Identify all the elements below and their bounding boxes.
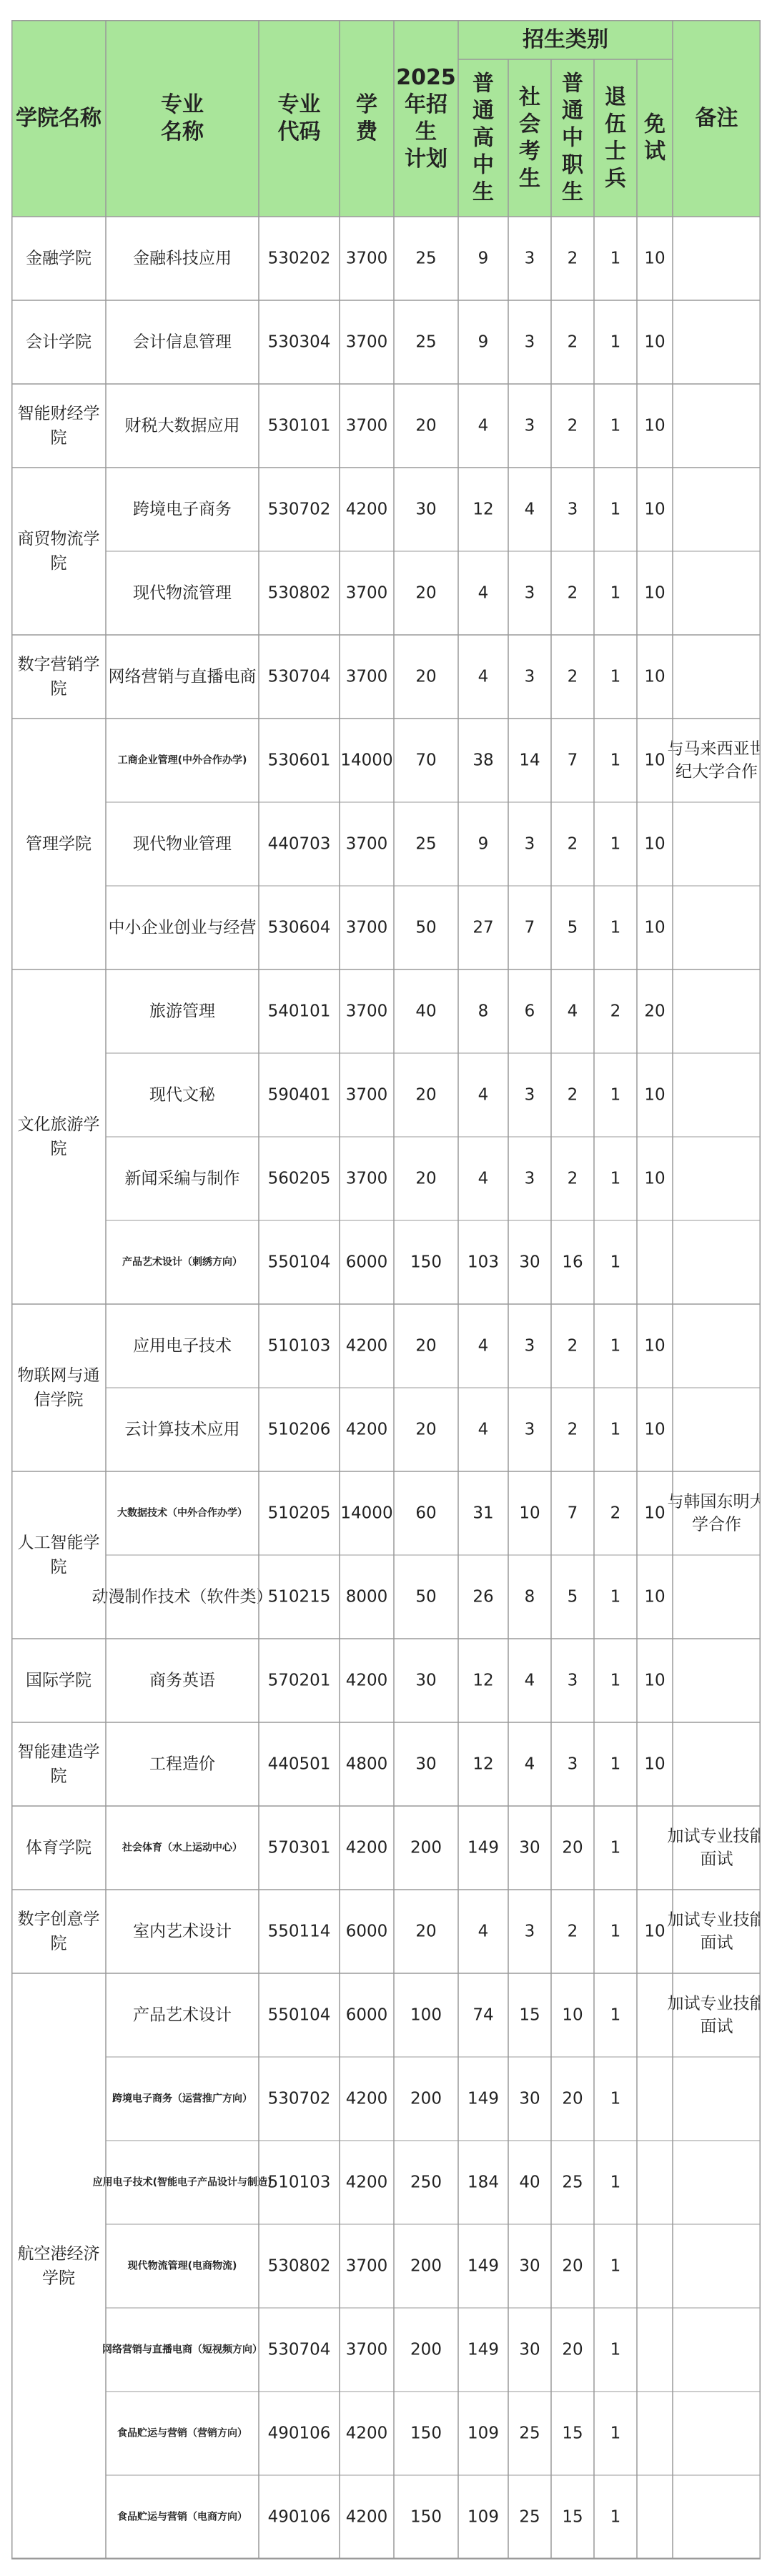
major-name: 应用电子技术(智能电子产品设计与制造) xyxy=(92,2176,272,2188)
general-highschool-count: 4 xyxy=(477,1169,489,1188)
major-code: 530604 xyxy=(267,918,331,937)
exam-exempt-count: 10 xyxy=(644,1755,665,1774)
veteran-count: 1 xyxy=(610,2507,621,2527)
enrollment-plan: 200 xyxy=(410,2256,442,2276)
major-name: 工程造价 xyxy=(149,1755,215,1774)
enrollment-plan: 50 xyxy=(415,918,437,937)
vocational-count: 20 xyxy=(562,2089,583,2108)
veteran-count: 1 xyxy=(610,1922,621,1941)
veteran-count: 1 xyxy=(610,1587,621,1607)
enrollment-plan: 30 xyxy=(415,1671,437,1690)
major-code: 530101 xyxy=(267,416,331,435)
major-code: 510103 xyxy=(267,2173,331,2192)
social-candidate-count: 40 xyxy=(519,2173,540,2192)
general-highschool-count: 9 xyxy=(477,834,489,854)
vocational-count: 25 xyxy=(562,2173,583,2192)
tuition-fee: 4200 xyxy=(345,1420,388,1439)
college-name: 数字创意学院 xyxy=(17,1910,100,1953)
tuition-fee: 4200 xyxy=(345,2424,388,2443)
social-candidate-count: 3 xyxy=(524,249,535,268)
major-code: 550104 xyxy=(267,1253,331,1272)
veteran-count: 1 xyxy=(610,834,621,854)
exam-exempt-count: 10 xyxy=(644,1671,665,1690)
header-category: 招生类别 xyxy=(523,27,608,52)
enrollment-plan: 100 xyxy=(410,2005,442,2025)
major-code: 530802 xyxy=(267,2256,331,2276)
tuition-fee: 6000 xyxy=(345,2005,388,2025)
major-name: 大数据技术（中外合作办学） xyxy=(117,1507,247,1519)
tuition-fee: 4200 xyxy=(345,1336,388,1356)
tuition-fee: 6000 xyxy=(345,1922,388,1941)
tuition-fee: 14000 xyxy=(340,1504,393,1523)
major-code: 590401 xyxy=(267,1085,331,1105)
social-candidate-count: 3 xyxy=(524,583,535,603)
tuition-fee: 4200 xyxy=(345,2507,388,2527)
major-name: 旅游管理 xyxy=(149,1002,215,1021)
tuition-fee: 3700 xyxy=(345,1002,388,1021)
general-highschool-count: 4 xyxy=(477,1922,489,1941)
tuition-fee: 6000 xyxy=(345,1253,388,1272)
enrollment-table xyxy=(11,20,761,2565)
exam-exempt-count: 10 xyxy=(644,249,665,268)
veteran-count: 1 xyxy=(610,416,621,435)
tuition-fee: 4200 xyxy=(345,500,388,519)
veteran-count: 1 xyxy=(610,1169,621,1188)
major-name: 网络营销与直播电商（短视频方向） xyxy=(102,2344,262,2356)
social-candidate-count: 6 xyxy=(524,1002,535,1021)
college-name: 管理学院 xyxy=(26,834,91,854)
vocational-count: 7 xyxy=(567,751,578,770)
general-highschool-count: 9 xyxy=(477,332,489,352)
enrollment-plan: 150 xyxy=(410,2507,442,2527)
header-veteran: 退伍士兵 xyxy=(605,84,626,192)
exam-exempt-count: 10 xyxy=(644,667,665,686)
vocational-count: 2 xyxy=(567,583,578,603)
header-college: 学院名称 xyxy=(16,106,102,131)
social-candidate-count: 4 xyxy=(524,500,535,519)
major-name: 食品贮运与营销（营销方向） xyxy=(117,2427,247,2439)
vocational-count: 2 xyxy=(567,1336,578,1356)
vocational-count: 2 xyxy=(567,1085,578,1105)
general-highschool-count: 109 xyxy=(467,2424,499,2443)
exam-exempt-count: 10 xyxy=(644,416,665,435)
enrollment-plan: 70 xyxy=(415,751,437,770)
general-highschool-count: 8 xyxy=(477,1002,489,1021)
remark-text: 与马来西亚世纪大学合作 xyxy=(667,739,761,781)
major-code: 530802 xyxy=(267,583,331,603)
social-candidate-count: 25 xyxy=(519,2424,540,2443)
general-highschool-count: 149 xyxy=(467,2256,499,2276)
social-candidate-count: 3 xyxy=(524,1085,535,1105)
major-code: 550114 xyxy=(267,1922,331,1941)
veteran-count: 1 xyxy=(610,1085,621,1105)
general-highschool-count: 12 xyxy=(472,1671,494,1690)
vocational-count: 2 xyxy=(567,416,578,435)
enrollment-plan: 40 xyxy=(415,1002,437,1021)
social-candidate-count: 4 xyxy=(524,1671,535,1690)
vocational-count: 16 xyxy=(562,1253,583,1272)
general-highschool-count: 103 xyxy=(467,1253,499,1272)
remark-text: 加试专业技能面试 xyxy=(667,1827,761,1869)
major-name: 现代物流管理(电商物流) xyxy=(127,2260,237,2272)
social-candidate-count: 30 xyxy=(519,2089,540,2108)
veteran-count: 1 xyxy=(610,1420,621,1439)
enrollment-plan: 30 xyxy=(415,500,437,519)
social-candidate-count: 25 xyxy=(519,2507,540,2527)
remark-text: 与韩国东明大学合作 xyxy=(667,1492,761,1534)
general-highschool-count: 4 xyxy=(477,1420,489,1439)
social-candidate-count: 4 xyxy=(524,1755,535,1774)
social-candidate-count: 3 xyxy=(524,1336,535,1356)
major-code: 440501 xyxy=(267,1755,331,1774)
major-name: 金融科技应用 xyxy=(133,249,232,268)
vocational-count: 2 xyxy=(567,667,578,686)
veteran-count: 1 xyxy=(610,918,621,937)
general-highschool-count: 74 xyxy=(472,2005,494,2025)
remark-text: 加试专业技能面试 xyxy=(667,1910,761,1953)
major-code: 570201 xyxy=(267,1671,331,1690)
vocational-count: 2 xyxy=(567,834,578,854)
vocational-count: 2 xyxy=(567,249,578,268)
tuition-fee: 14000 xyxy=(340,751,393,770)
veteran-count: 1 xyxy=(610,2340,621,2359)
tuition-fee: 3700 xyxy=(345,918,388,937)
veteran-count: 1 xyxy=(610,1336,621,1356)
tuition-fee: 3700 xyxy=(345,2340,388,2359)
veteran-count: 1 xyxy=(610,1755,621,1774)
major-name: 商务英语 xyxy=(149,1671,215,1690)
social-candidate-count: 8 xyxy=(524,1587,535,1607)
enrollment-plan: 20 xyxy=(415,1922,437,1941)
exam-exempt-count: 10 xyxy=(644,1336,665,1356)
enrollment-plan: 50 xyxy=(415,1587,437,1607)
enrollment-plan: 60 xyxy=(415,1504,437,1523)
major-name: 室内艺术设计 xyxy=(133,1922,232,1941)
social-candidate-count: 3 xyxy=(524,1922,535,1941)
vocational-count: 2 xyxy=(567,1922,578,1941)
tuition-fee: 4800 xyxy=(345,1755,388,1774)
social-candidate-count: 3 xyxy=(524,834,535,854)
exam-exempt-count: 10 xyxy=(644,583,665,603)
general-highschool-count: 12 xyxy=(472,1755,494,1774)
enrollment-plan: 20 xyxy=(415,1085,437,1105)
header-remark: 备注 xyxy=(695,106,738,131)
header-code: 专业代码 xyxy=(277,92,321,144)
college-name: 体育学院 xyxy=(26,1838,91,1857)
vocational-count: 20 xyxy=(562,1838,583,1857)
header-major: 专业名称 xyxy=(161,92,204,144)
social-candidate-count: 7 xyxy=(524,918,535,937)
major-code: 510206 xyxy=(267,1420,331,1439)
major-name: 新闻采编与制作 xyxy=(124,1169,240,1188)
tuition-fee: 3700 xyxy=(345,2256,388,2276)
enrollment-plan: 250 xyxy=(410,2173,442,2192)
social-candidate-count: 3 xyxy=(524,1420,535,1439)
general-highschool-count: 149 xyxy=(467,1838,499,1857)
veteran-count: 1 xyxy=(610,2424,621,2443)
general-highschool-count: 149 xyxy=(467,2340,499,2359)
major-name: 中小企业创业与经营 xyxy=(108,918,257,937)
major-name: 食品贮运与营销（电商方向） xyxy=(117,2511,247,2523)
major-name: 云计算技术应用 xyxy=(124,1420,240,1439)
tuition-fee: 3700 xyxy=(345,834,388,854)
tuition-fee: 3700 xyxy=(345,667,388,686)
major-name: 现代文秘 xyxy=(149,1085,215,1105)
general-highschool-count: 4 xyxy=(477,1085,489,1105)
major-code: 440703 xyxy=(267,834,331,854)
major-name: 网络营销与直播电商 xyxy=(108,667,257,686)
social-candidate-count: 14 xyxy=(519,751,540,770)
veteran-count: 1 xyxy=(610,667,621,686)
exam-exempt-count: 10 xyxy=(644,1085,665,1105)
college-name: 国际学院 xyxy=(26,1671,91,1690)
social-candidate-count: 3 xyxy=(524,416,535,435)
enrollment-plan: 200 xyxy=(410,2089,442,2108)
major-code: 530202 xyxy=(267,249,331,268)
general-highschool-count: 26 xyxy=(472,1587,494,1607)
tuition-fee: 3700 xyxy=(345,583,388,603)
college-name: 商贸物流学院 xyxy=(17,530,100,573)
enrollment-plan: 20 xyxy=(415,1336,437,1356)
exam-exempt-count: 10 xyxy=(644,1169,665,1188)
header-fee: 学费 xyxy=(356,92,377,144)
general-highschool-count: 27 xyxy=(472,918,494,937)
major-code: 530702 xyxy=(267,500,331,519)
vocational-count: 3 xyxy=(567,1755,578,1774)
major-name: 现代物流管理 xyxy=(133,583,232,603)
veteran-count: 2 xyxy=(610,1002,621,1021)
header-plan: 2025 年招生计划 xyxy=(396,65,456,172)
social-candidate-count: 10 xyxy=(519,1504,540,1523)
major-code: 510103 xyxy=(267,1336,331,1356)
exam-exempt-count: 10 xyxy=(644,332,665,352)
enrollment-plan: 20 xyxy=(415,1420,437,1439)
major-name: 社会体育（水上运动中心） xyxy=(122,1842,242,1854)
header-vocational: 普通中职生 xyxy=(562,71,583,205)
social-candidate-count: 30 xyxy=(519,1253,540,1272)
general-highschool-count: 4 xyxy=(477,416,489,435)
enrollment-plan: 20 xyxy=(415,1169,437,1188)
vocational-count: 15 xyxy=(562,2424,583,2443)
major-name: 工商企业管理(中外合作办学) xyxy=(117,754,247,766)
exam-exempt-count: 10 xyxy=(644,1587,665,1607)
major-code: 530704 xyxy=(267,667,331,686)
major-name: 动漫制作技术（软件类） xyxy=(91,1587,273,1607)
major-code: 570301 xyxy=(267,1838,331,1857)
enrollment-plan: 25 xyxy=(415,332,437,352)
general-highschool-count: 31 xyxy=(472,1504,494,1523)
tuition-fee: 4200 xyxy=(345,1671,388,1690)
veteran-count: 1 xyxy=(610,2173,621,2192)
exam-exempt-count: 10 xyxy=(644,1504,665,1523)
major-code: 530601 xyxy=(267,751,331,770)
exam-exempt-count: 10 xyxy=(644,500,665,519)
major-code: 490106 xyxy=(267,2424,331,2443)
college-name: 航空港经济学院 xyxy=(17,2244,100,2288)
general-highschool-count: 149 xyxy=(467,2089,499,2108)
exam-exempt-count: 10 xyxy=(644,918,665,937)
social-candidate-count: 3 xyxy=(524,667,535,686)
vocational-count: 15 xyxy=(562,2507,583,2527)
major-name: 产品艺术设计 xyxy=(133,2005,232,2025)
major-name: 应用电子技术 xyxy=(133,1336,232,1356)
vocational-count: 20 xyxy=(562,2340,583,2359)
major-code: 530704 xyxy=(267,2340,331,2359)
vocational-count: 5 xyxy=(567,918,578,937)
veteran-count: 1 xyxy=(610,1671,621,1690)
college-name: 金融学院 xyxy=(26,249,91,268)
exam-exempt-count: 20 xyxy=(644,1002,665,1021)
enrollment-plan: 25 xyxy=(415,834,437,854)
vocational-count: 3 xyxy=(567,500,578,519)
general-highschool-count: 4 xyxy=(477,1336,489,1356)
enrollment-plan: 200 xyxy=(410,2340,442,2359)
enrollment-plan: 25 xyxy=(415,249,437,268)
college-name: 会计学院 xyxy=(26,332,91,352)
general-highschool-count: 9 xyxy=(477,249,489,268)
tuition-fee: 4200 xyxy=(345,2089,388,2108)
major-name: 会计信息管理 xyxy=(133,332,232,352)
vocational-count: 2 xyxy=(567,1169,578,1188)
vocational-count: 20 xyxy=(562,2256,583,2276)
veteran-count: 1 xyxy=(610,2256,621,2276)
major-code: 540101 xyxy=(267,1002,331,1021)
social-candidate-count: 30 xyxy=(519,2256,540,2276)
major-name: 跨境电子商务 xyxy=(133,500,232,519)
veteran-count: 1 xyxy=(610,2005,621,2025)
vocational-count: 7 xyxy=(567,1504,578,1523)
veteran-count: 2 xyxy=(610,1504,621,1523)
enrollment-plan: 20 xyxy=(415,583,437,603)
major-code: 530702 xyxy=(267,2089,331,2108)
general-highschool-count: 109 xyxy=(467,2507,499,2527)
tuition-fee: 3700 xyxy=(345,1169,388,1188)
major-code: 550104 xyxy=(267,2005,331,2025)
general-highschool-count: 38 xyxy=(472,751,494,770)
veteran-count: 1 xyxy=(610,249,621,268)
enrollment-plan: 20 xyxy=(415,416,437,435)
college-name: 数字营销学院 xyxy=(17,655,100,699)
vocational-count: 3 xyxy=(567,1671,578,1690)
enrollment-plan: 20 xyxy=(415,667,437,686)
general-highschool-count: 4 xyxy=(477,667,489,686)
general-highschool-count: 4 xyxy=(477,583,489,603)
veteran-count: 1 xyxy=(610,1253,621,1272)
exam-exempt-count: 10 xyxy=(644,1922,665,1941)
exam-exempt-count: 10 xyxy=(644,751,665,770)
vocational-count: 2 xyxy=(567,1420,578,1439)
header-exam-exempt: 免试 xyxy=(644,112,665,164)
social-candidate-count: 30 xyxy=(519,2340,540,2359)
general-highschool-count: 12 xyxy=(472,500,494,519)
major-code: 490106 xyxy=(267,2507,331,2527)
tuition-fee: 4200 xyxy=(345,1838,388,1857)
social-candidate-count: 3 xyxy=(524,332,535,352)
tuition-fee: 4200 xyxy=(345,2173,388,2192)
tuition-fee: 8000 xyxy=(345,1587,388,1607)
social-candidate-count: 30 xyxy=(519,1838,540,1857)
header-general-highschool: 普通高中生 xyxy=(472,71,494,205)
veteran-count: 1 xyxy=(610,1838,621,1857)
social-candidate-count: 15 xyxy=(519,2005,540,2025)
vocational-count: 2 xyxy=(567,332,578,352)
college-name: 人工智能学院 xyxy=(17,1534,100,1576)
enrollment-plan: 30 xyxy=(415,1755,437,1774)
major-name: 跨境电子商务（运营推广方向） xyxy=(112,2093,252,2105)
enrollment-plan: 150 xyxy=(410,1253,442,1272)
veteran-count: 1 xyxy=(610,751,621,770)
major-code: 530304 xyxy=(267,332,331,352)
exam-exempt-count: 10 xyxy=(644,834,665,854)
major-code: 510205 xyxy=(267,1504,331,1523)
major-code: 510215 xyxy=(267,1587,331,1607)
tuition-fee: 3700 xyxy=(345,332,388,352)
veteran-count: 1 xyxy=(610,332,621,352)
major-code: 560205 xyxy=(267,1169,331,1188)
college-name: 物联网与通信学院 xyxy=(17,1366,100,1409)
veteran-count: 1 xyxy=(610,583,621,603)
college-name: 智能财经学院 xyxy=(17,404,100,448)
vocational-count: 4 xyxy=(567,1002,578,1021)
veteran-count: 1 xyxy=(610,500,621,519)
major-name: 现代物业管理 xyxy=(133,834,232,854)
tuition-fee: 3700 xyxy=(345,416,388,435)
header-social-candidate: 社会考生 xyxy=(519,84,540,192)
tuition-fee: 3700 xyxy=(345,249,388,268)
general-highschool-count: 184 xyxy=(467,2173,499,2192)
major-name: 产品艺术设计（刺绣方向） xyxy=(122,1256,242,1268)
college-name: 文化旅游学院 xyxy=(17,1115,100,1158)
enrollment-plan: 200 xyxy=(410,1838,442,1857)
remark-text: 加试专业技能面试 xyxy=(667,1994,761,2036)
vocational-count: 10 xyxy=(562,2005,583,2025)
college-name: 智能建造学院 xyxy=(17,1742,100,1786)
social-candidate-count: 3 xyxy=(524,1169,535,1188)
enrollment-table-grid xyxy=(11,20,761,2565)
exam-exempt-count: 10 xyxy=(644,1420,665,1439)
major-name: 财税大数据应用 xyxy=(124,416,240,435)
tuition-fee: 3700 xyxy=(345,1085,388,1105)
veteran-count: 1 xyxy=(610,2089,621,2108)
enrollment-plan: 150 xyxy=(410,2424,442,2443)
vocational-count: 5 xyxy=(567,1587,578,1607)
